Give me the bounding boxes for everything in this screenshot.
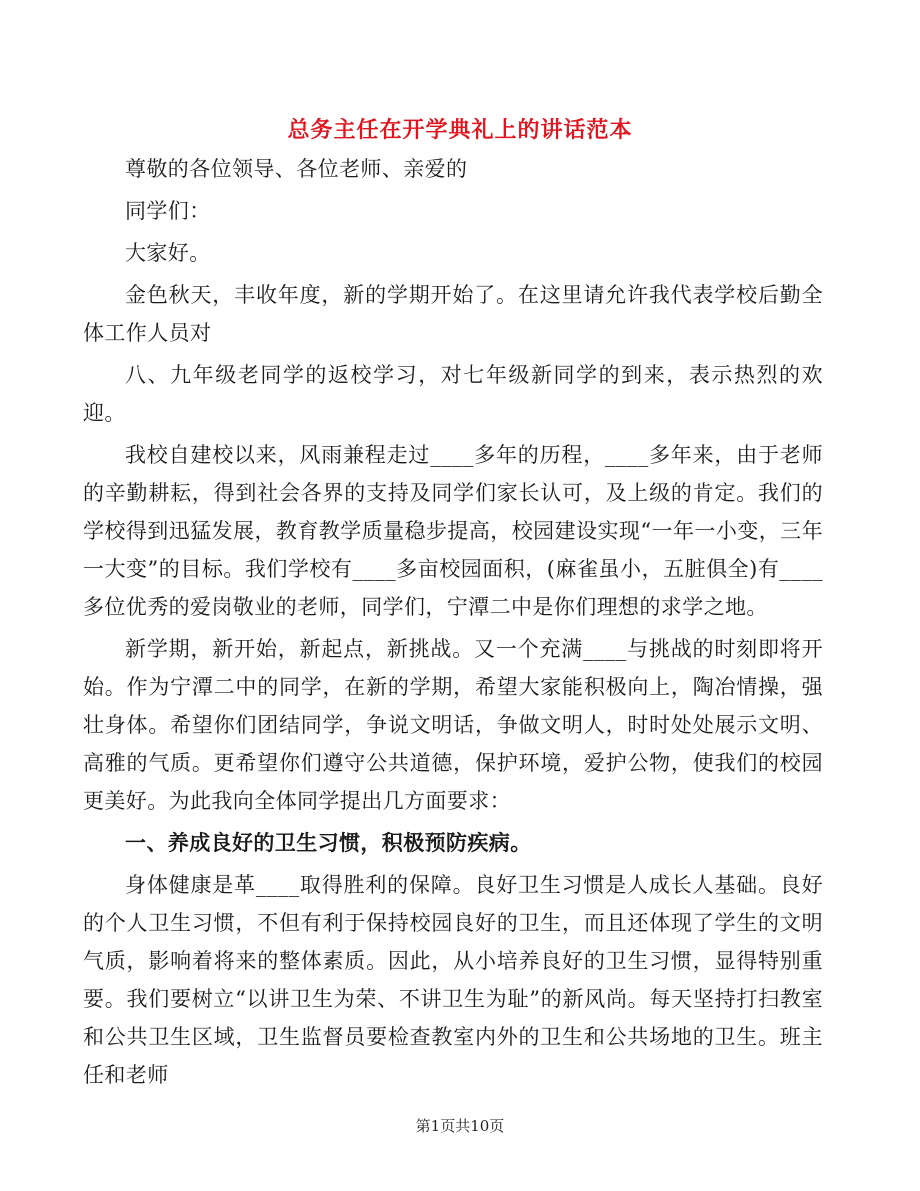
paragraph-history: 我校自建校以来，风雨兼程走过____多年的历程，____多年来，由于老师的辛勤耕耘，得到社会各界的支持及同学们家长认可，及上级的肯定。我们的学校得到迅猛发展，教育教学质量稳步提高，校园建设实现“一年一小变，三年一大变”的目标。我们学校有____多亩校园面积，(麻雀虽小，五脏俱全)有____多位优秀的爱岗敬业的老师，同学们，宁潭二中是你们理想的求学之地。 bbox=[83, 443, 823, 619]
document-body bbox=[83, 150, 823, 1098]
paragraph-greeting: 尊敬的各位领导、各位老师、亲爱的 bbox=[125, 157, 468, 181]
section-heading-hygiene: 一、养成良好的卫生习惯，积极预防疾病。 bbox=[125, 830, 532, 855]
paragraph-audience: 同学们： bbox=[125, 199, 211, 223]
page-number: 第1页共10页 bbox=[415, 1117, 505, 1135]
paragraph-welcome: 八、九年级老同学的返校学习，对七年级新同学的到来，表示热烈的欢迎。 bbox=[83, 363, 823, 425]
paragraph-opening: 金色秋天，丰收年度，新的学期开始了。在这里请允许我代表学校后勤全体工作人员对 bbox=[83, 283, 823, 345]
document-title: 总务主任在开学典礼上的讲话范本 bbox=[287, 117, 633, 143]
paragraph-hygiene: 身体健康是革____取得胜利的保障。良好卫生习惯是人成长人基础。良好的个人卫生习惯，不但有利于保持校园良好的卫生，而且还体现了学生的文明气质，影响着将来的整体素质。因此，从小培养良好的卫生习惯，显得特别重要。我们要树立“以讲卫生为荣、不讲卫生为耻”的新风尚。每天坚持打扫教室和公共卫生区域，卫生监督员要检查教室内外的卫生和公共场地的卫生。班主任和老师 bbox=[83, 873, 823, 1087]
paragraph-new-semester: 新学期，新开始，新起点，新挑战。又一个充满____与挑战的时刻即将开始。作为宁潭二中的同学，在新的学期，希望大家能积极向上，陶冶情操，强壮身体。希望你们团结同学，争说文明话，争做文明人，时时处处展示文明、高雅的气质。更希望你们遵守公共道德，保护环境，爱护公物，使我们的校园更美好。为此我向全体同学提出几方面要求： bbox=[83, 637, 823, 813]
paragraph-hello: 大家好。 bbox=[125, 241, 211, 265]
